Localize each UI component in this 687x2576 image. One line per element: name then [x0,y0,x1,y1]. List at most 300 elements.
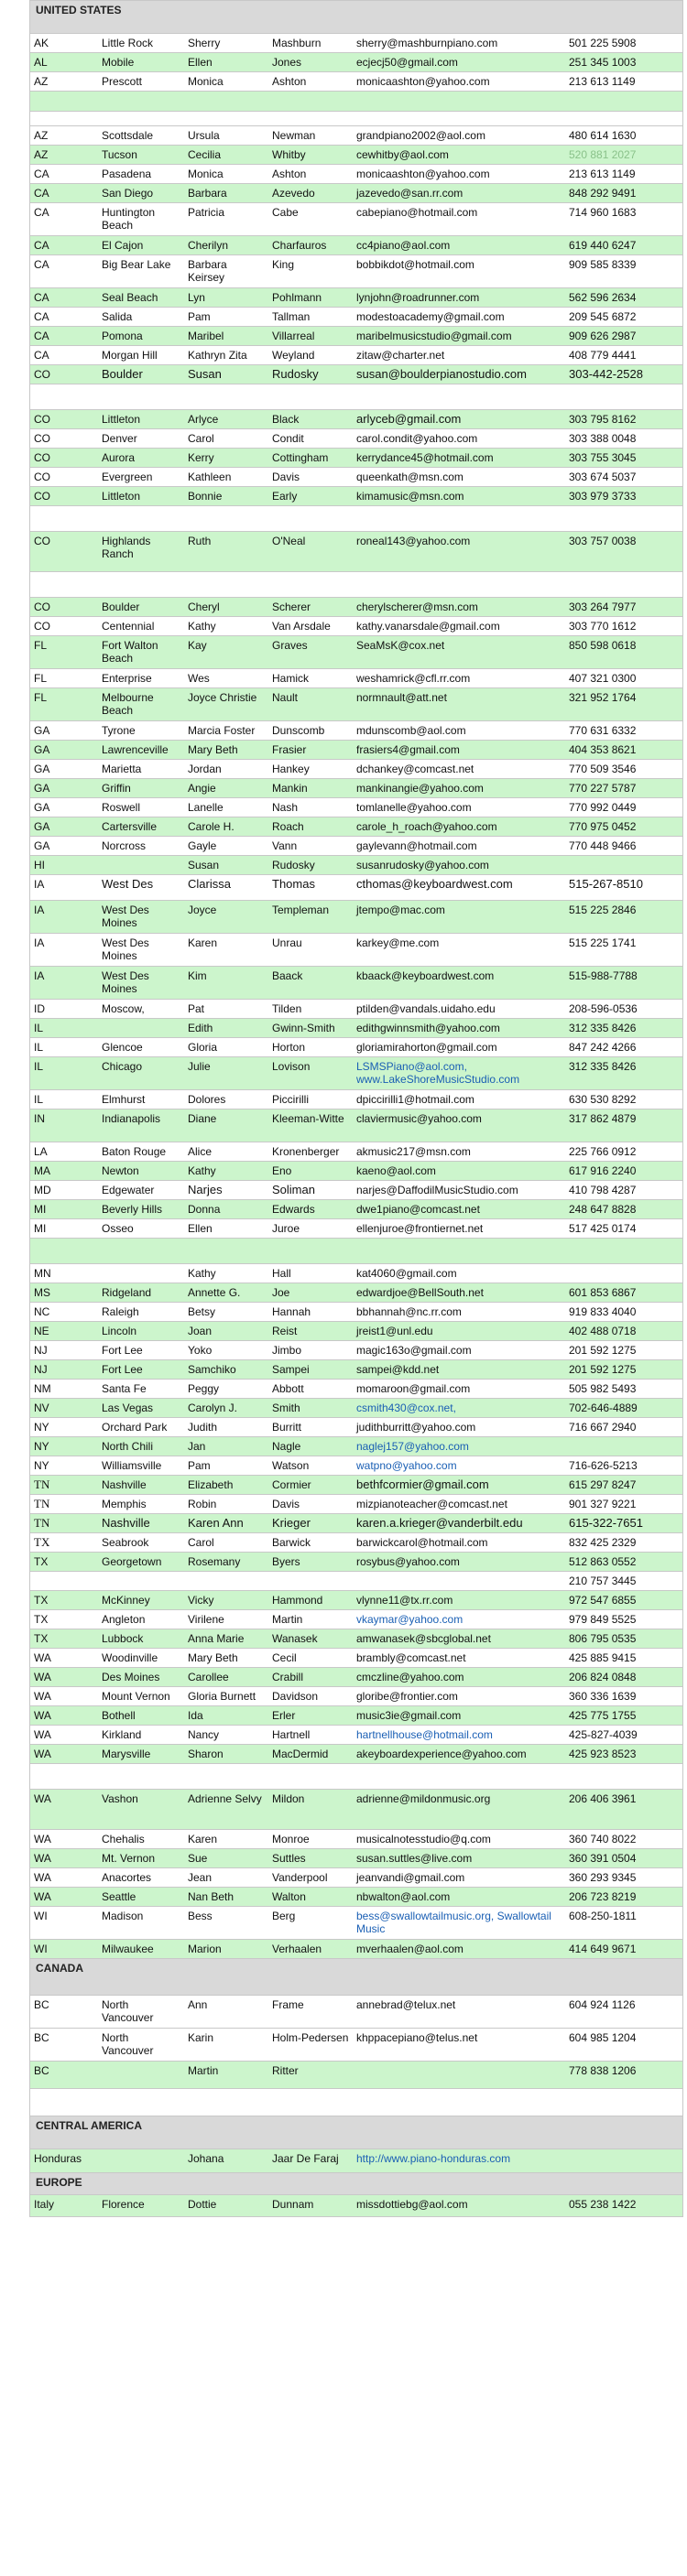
contact-row [30,856,682,875]
contact-row [30,1142,682,1162]
phone-cell: 201 592 1275 [569,1363,637,1376]
email-cell: frasiers4@gmail.com [356,743,460,756]
city-cell: Salida [102,310,133,323]
first-name-cell: Joyce Christie [188,691,257,704]
phone-cell: 213 613 1149 [569,168,636,180]
city-cell: Nashville [102,1516,150,1530]
state-cell: TX [34,1632,49,1645]
contact-row [30,1418,682,1437]
state-cell: FL [34,639,48,652]
email-cell: queenkath@msn.com [356,471,463,483]
city-cell: Chicago [102,1060,143,1073]
city-cell: North Vancouver [102,2031,154,2057]
contact-row [30,1996,682,2029]
email-cell: music3ie@gmail.com [356,1709,462,1722]
contact-row [30,1322,682,1341]
city-cell [98,1572,184,1590]
first-name-cell: Johana [188,2152,224,2165]
phone-cell: 321 952 1764 [569,691,637,704]
state-cell: CA [34,349,49,362]
last-name-cell: Hall [272,1267,291,1280]
last-name-cell: Davidson [272,1690,319,1703]
contact-row [30,1533,682,1553]
contact-row [30,1200,682,1219]
contact-row [30,875,682,901]
email-cell: akmusic217@msn.com [356,1145,471,1158]
state-cell: AK [34,37,49,49]
last-name-cell: Nagle [272,1440,301,1453]
email-cell: cthomas@keyboardwest.com [356,877,513,891]
first-name-cell: Ruth [188,535,212,547]
phone-cell: 303 388 0048 [569,432,637,445]
email-cell[interactable]: vkaymar@yahoo.com [356,1613,463,1626]
email-cell[interactable]: bess@swallowtailmusic.org, Swallowtail Music [356,1910,551,1935]
state-cell: MI [34,1203,47,1216]
last-name-cell: Jones [272,56,302,69]
contact-row [30,1745,682,1764]
last-name-cell: Azevedo [272,187,315,200]
last-name-cell: Davis [272,1498,300,1510]
phone-cell: 515 225 2846 [569,904,637,916]
region-title: CANADA [36,1962,83,1975]
first-name-cell: Ellen [188,1222,213,1235]
first-name-cell: Bonnie [188,490,223,503]
state-cell: IA [34,904,45,916]
email-cell[interactable]: watpno@yahoo.com [356,1459,457,1472]
first-name-cell: Cheryl [188,601,220,613]
phone-cell: 562 596 2634 [569,291,637,304]
email-cell: mverhaalen@aol.com [356,1943,463,1955]
email-cell[interactable]: naglej157@yahoo.com [356,1440,469,1453]
phone-cell: 919 833 4040 [569,1305,637,1318]
last-name-cell: Joe [272,1286,290,1299]
first-name-cell: Sherry [188,37,221,49]
email-cell: cherylscherer@msn.com [356,601,478,613]
contact-row [30,817,682,837]
city-cell: Woodinville [102,1651,158,1664]
last-name-cell: MacDermid [272,1748,329,1760]
email-cell: modestoacademy@gmail.com [356,310,505,323]
contact-row [30,2195,682,2217]
phone-cell: 055 238 1422 [569,2198,637,2211]
state-cell: WA [34,1671,51,1683]
email-cell: dchankey@comcast.net [356,763,474,775]
first-name-cell: Peggy [188,1382,220,1395]
email-cell: kimamusic@msn.com [356,490,464,503]
contact-row [30,126,682,146]
first-name-cell: Gayle [188,839,217,852]
city-cell: Morgan Hill [102,349,158,362]
state-cell: GA [34,763,50,775]
state-cell: WA [34,1871,51,1884]
state-cell: NY [34,1421,49,1434]
email-cell[interactable]: LSMSPiano@aol.com, www.LakeShoreMusicStudio.com [356,1060,520,1086]
email-cell[interactable]: http://www.piano-honduras.com [356,2152,511,2165]
city-cell: Seattle [102,1890,136,1903]
first-name-cell: Yoko [188,1344,213,1357]
email-cell: ellenjuroe@frontiernet.net [356,1222,484,1235]
state-cell: CO [34,413,50,426]
state-cell: BC [34,2031,49,2044]
phone-cell: 303 674 5037 [569,471,637,483]
contact-row [30,1687,682,1706]
first-name-cell: Ida [188,1709,203,1722]
phone-cell: 206 723 8219 [569,1890,637,1903]
first-name-cell: Karin [188,2031,214,2044]
state-cell: CO [34,432,50,445]
phone-cell: 501 225 5908 [569,37,637,49]
contact-row [30,798,682,817]
contact-row [30,636,682,669]
phone-cell: 303 264 7977 [569,601,637,613]
city-cell: Lincoln [102,1325,137,1337]
state-cell: CA [34,206,49,219]
last-name-cell: Erler [272,1709,296,1722]
email-cell: narjes@DaffodilMusicStudio.com [356,1184,518,1196]
phone-cell: 251 345 1003 [569,56,637,69]
phone-cell: 206 406 3961 [569,1792,637,1805]
last-name-cell: Early [272,490,298,503]
state-cell: AZ [34,129,49,142]
phone-cell: 979 849 5525 [569,1613,637,1626]
first-name-cell: Clarissa [188,877,231,891]
first-name-cell: Gloria Burnett [188,1690,256,1703]
contact-row [30,741,682,760]
state-cell: TX [34,1613,49,1626]
contact-row [30,1649,682,1668]
last-name-cell: Ashton [272,168,307,180]
last-name-cell: Hartnell [272,1728,311,1741]
email-cell: roneal143@yahoo.com [356,535,471,547]
last-name-cell: Nault [272,691,299,704]
contact-row [30,2029,682,2062]
contact-row [30,617,682,636]
phone-cell: 408 779 4441 [569,349,637,362]
contact-row [30,34,682,53]
phone-cell: 770 227 5787 [569,782,637,795]
phone-cell: 630 530 8292 [569,1093,637,1106]
contact-row [30,327,682,346]
contact-row [30,1437,682,1456]
contact-row [30,53,682,72]
city-cell [98,856,184,874]
phone-cell: 832 425 2329 [569,1536,637,1549]
contact-row [30,1849,682,1868]
state-cell: IA [34,878,45,891]
last-name-cell: Martin [272,1613,303,1626]
first-name-cell: Alice [188,1145,213,1158]
last-name-cell: King [272,258,295,271]
last-name-cell: Gwinn-Smith [272,1022,335,1034]
city-cell: Elmhurst [102,1093,146,1106]
first-name-cell: Narjes [188,1183,223,1196]
email-cell: adrienne@mildonmusic.org [356,1792,491,1805]
email-cell[interactable]: csmith430@cox.net, [356,1402,456,1414]
last-name-cell: Suttles [272,1852,306,1865]
blank-row [30,506,682,532]
last-name-cell: Vann [272,839,298,852]
state-cell: IL [34,1093,44,1106]
contact-row [30,1360,682,1380]
state-cell: GA [34,743,50,756]
first-name-cell: Kathy [188,1164,216,1177]
email-cell: weshamrick@cfl.rr.com [356,672,471,685]
first-name-cell: Donna [188,1203,221,1216]
contact-row [30,308,682,327]
first-name-cell: Kim [188,969,207,982]
state-cell: CA [34,258,49,271]
phone-cell: 480 614 1630 [569,129,637,142]
contact-row [30,760,682,779]
last-name-cell: Vanderpool [272,1871,328,1884]
city-cell: Newton [102,1164,139,1177]
state-cell: GA [34,782,50,795]
city-cell: Tyrone [102,724,136,737]
phone-cell: 847 242 4266 [569,1041,637,1054]
contact-row [30,72,682,92]
last-name-cell: Sampei [272,1363,310,1376]
state-cell [30,1572,98,1590]
state-cell: NC [34,1305,50,1318]
first-name-cell: Diane [188,1112,217,1125]
phone-cell: 317 862 4879 [569,1112,637,1125]
first-name-cell: Karen [188,936,218,949]
contact-row [30,184,682,203]
city-cell: West Des Moines [102,969,149,995]
state-cell: BC [34,1998,49,2011]
blank-row [30,2089,682,2116]
first-name-cell: Kathy [188,1267,216,1280]
last-name-cell: Scherer [272,601,311,613]
last-name-cell: Baack [272,969,303,982]
first-name-cell: Marion [188,1943,222,1955]
city-cell: Bothell [102,1709,136,1722]
city-cell: Angleton [102,1613,146,1626]
email-cell: nbwalton@aol.com [356,1890,451,1903]
contact-row [30,1610,682,1629]
contact-row [30,2062,682,2089]
phone-cell: 604 985 1204 [569,2031,637,2044]
phone-cell: 209 545 6872 [569,310,637,323]
first-name-cell: Lanelle [188,801,224,814]
last-name-cell: Dunscomb [272,724,325,737]
state-cell: CO [34,535,50,547]
city-cell: Seabrook [102,1536,149,1549]
phone-cell: 505 982 5493 [569,1382,637,1395]
first-name-cell: Julie [188,1060,211,1073]
email-cell: monicaashton@yahoo.com [356,168,490,180]
region-header [30,2116,682,2149]
state-cell: GA [34,839,50,852]
email-cell: jreist1@unl.edu [356,1325,433,1337]
email-cell: carol.condit@yahoo.com [356,432,478,445]
city-cell: North Chili [102,1440,154,1453]
last-name-cell: Hannah [272,1305,311,1318]
city-cell: Madison [102,1910,144,1922]
city-cell: Evergreen [102,471,153,483]
contact-row [30,1629,682,1649]
last-name-cell: Mashburn [272,37,322,49]
first-name-cell: Cecilia [188,148,222,161]
last-name-cell: Mildon [272,1792,305,1805]
phone-cell: 770 975 0452 [569,820,637,833]
phone-cell: 414 649 9671 [569,1943,637,1955]
contact-row [30,1514,682,1533]
city-cell: Mobile [102,56,135,69]
state-cell: CA [34,330,49,342]
contact-row [30,1264,682,1283]
last-name-cell: Kronenberger [272,1145,340,1158]
first-name-cell: Judith [188,1421,218,1434]
city-cell: West Des Moines [102,936,149,962]
phone-cell: 303 770 1612 [569,620,637,633]
email-cell: kbaack@keyboardwest.com [356,969,495,982]
email-cell: judithburritt@yahoo.com [356,1421,476,1434]
first-name-cell: Monica [188,168,224,180]
state-cell: AZ [34,75,49,88]
email-cell: rosybus@yahoo.com [356,1555,460,1568]
email-cell: karen.a.krieger@vanderbilt.edu [356,1516,523,1530]
city-cell: Des Moines [102,1671,160,1683]
city-cell: Mt. Vernon [102,1852,156,1865]
email-cell [353,2062,565,2088]
last-name-cell: Pohlmann [272,291,322,304]
last-name-cell: Weyland [272,349,315,362]
state-cell: MA [34,1164,50,1177]
state-cell: MS [34,1286,50,1299]
state-cell: MN [34,1267,51,1280]
email-cell: cewhitby@aol.com [356,148,449,161]
email-cell: jeanvandi@gmail.com [356,1871,465,1884]
first-name-cell: Pat [188,1002,205,1015]
contact-row [30,346,682,365]
contact-row [30,255,682,288]
email-cell: dpiccirilli1@hotmail.com [356,1093,474,1106]
state-cell: WA [34,1833,51,1845]
city-cell: Boulder [102,367,143,381]
first-name-cell: Robin [188,1498,217,1510]
email-cell: cabepiano@hotmail.com [356,206,478,219]
email-cell: missdottiebg@aol.com [356,2198,468,2211]
state-cell: CO [34,620,50,633]
phone-cell: 515 225 1741 [569,936,637,949]
first-name-cell: Sue [188,1852,208,1865]
first-name-cell: Joyce [188,904,217,916]
state-cell: CA [34,291,49,304]
first-name-cell: Maribel [188,330,224,342]
state-cell: ID [34,1002,45,1015]
phone-cell [565,2149,682,2172]
phone-cell: 778 838 1206 [569,2064,637,2077]
contact-row [30,429,682,449]
state-cell: CA [34,187,49,200]
contact-row [30,1553,682,1572]
phone-cell: 716 667 2940 [569,1421,637,1434]
region-title: EUROPE [36,2176,82,2189]
email-cell: edithgwinnsmith@yahoo.com [356,1022,500,1034]
last-name-cell: Horton [272,1041,306,1054]
first-name-cell: Barbara [188,187,227,200]
phone-cell: 425 923 8523 [569,1748,637,1760]
last-name-cell: Kleeman-Witte [272,1112,344,1125]
first-name-cell: Dolores [188,1093,226,1106]
city-cell: Griffin [102,782,131,795]
contact-row [30,1057,682,1090]
contact-row [30,1341,682,1360]
state-cell: WA [34,1852,51,1865]
phone-cell: 617 916 2240 [569,1164,637,1177]
last-name-cell: Ashton [272,75,307,88]
email-cell[interactable]: hartnellhouse@hotmail.com [356,1728,493,1741]
phone-cell: 517 425 0174 [569,1222,637,1235]
state-cell: MD [34,1184,51,1196]
first-name-cell: Carole H. [188,820,234,833]
region-header [30,1,682,34]
first-name-cell: Gloria [188,1041,218,1054]
first-name-cell: Adrienne Selvy [188,1792,262,1805]
city-cell: Big Bear Lake [102,258,171,271]
last-name-cell: Rudosky [272,859,315,871]
state-cell: CO [34,471,50,483]
phone-cell: 425 775 1755 [569,1709,637,1722]
blank-row [30,384,682,410]
email-cell: ptilden@vandals.uidaho.edu [356,1002,496,1015]
state-cell: AL [34,56,48,69]
state-cell: IL [34,1022,44,1034]
first-name-cell: Virilene [188,1613,224,1626]
city-cell: Pasadena [102,168,152,180]
contact-row [30,2149,682,2173]
last-name-cell: Monroe [272,1833,310,1845]
city-cell: Huntington Beach [102,206,156,232]
city-cell: Littleton [102,413,141,426]
state-cell: GA [34,820,50,833]
state-cell: WA [34,1748,51,1760]
city-cell: Georgetown [102,1555,162,1568]
email-cell: arlyceb@gmail.com [356,412,462,426]
phone-cell: 360 740 8022 [569,1833,637,1845]
first-name-cell: Wes [188,672,210,685]
city-cell: Denver [102,432,137,445]
phone-cell: 604 924 1126 [569,1998,636,2011]
last-name-cell: Charfauros [272,239,327,252]
contact-row [30,365,682,384]
contact-row [30,688,682,721]
city-cell: Raleigh [102,1305,139,1318]
phone-cell: 770 992 0449 [569,801,637,814]
city-cell: Osseo [102,1222,134,1235]
first-name-cell: Annette G. [188,1286,241,1299]
contact-row [30,165,682,184]
city-cell: Nashville [102,1478,147,1491]
first-name-cell: Nancy [188,1728,220,1741]
phone-cell: 515-988-7788 [569,969,638,982]
last-name-cell: Condit [272,432,304,445]
last-name-cell: Rudosky [272,367,319,381]
city-cell: Little Rock [102,37,154,49]
contact-row [30,934,682,967]
phone-cell: 210 757 3445 [569,1575,637,1587]
email-cell: kerrydance45@hotmail.com [356,451,494,464]
email-cell: susan@boulderpianostudio.com [356,367,527,381]
phone-cell: 248 647 8828 [569,1203,637,1216]
email-cell: susan.suttles@live.com [356,1852,473,1865]
email-cell: sampei@kdd.net [356,1363,440,1376]
state-cell: WA [34,1792,51,1805]
last-name-cell: Mankin [272,782,308,795]
phone-cell: 515-267-8510 [569,877,643,891]
city-cell: Las Vegas [102,1402,154,1414]
